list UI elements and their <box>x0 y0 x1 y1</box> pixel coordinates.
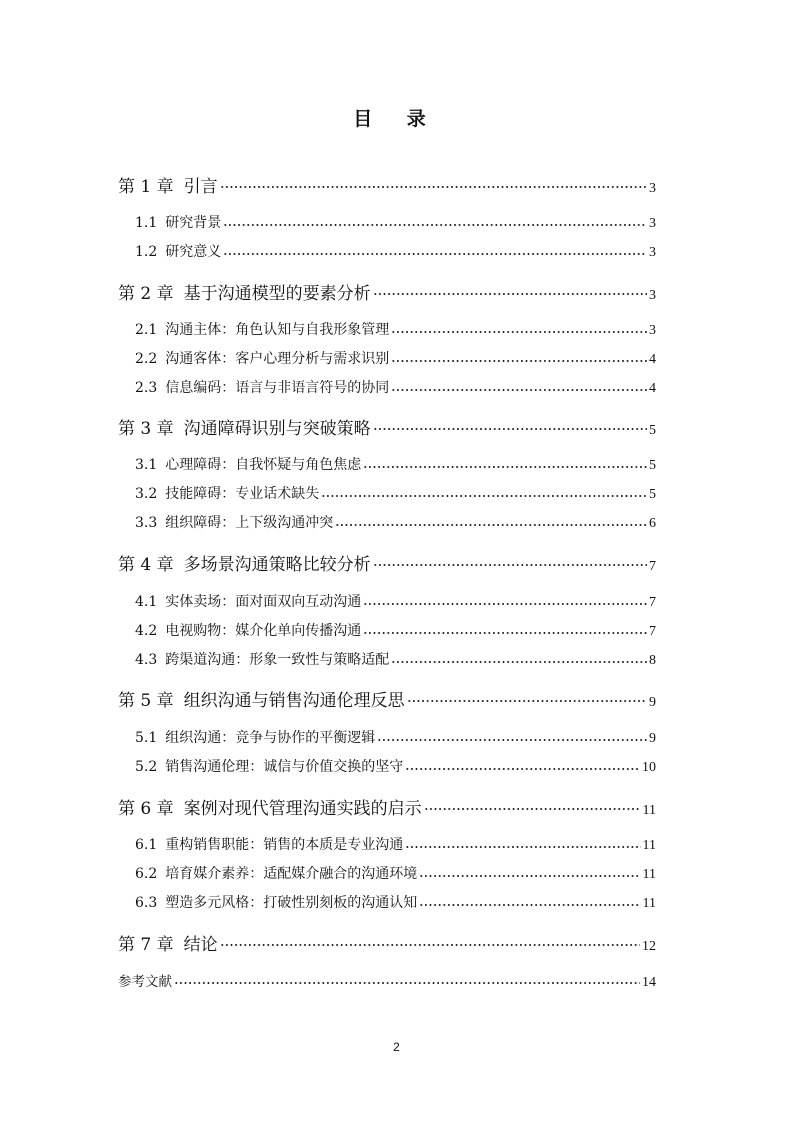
entry-title: 引言 <box>183 177 218 197</box>
entry-title: 电视购物：媒介化单向传播沟通 <box>165 623 362 639</box>
toc-title: 目 录 <box>353 108 440 130</box>
toc-entry[interactable] <box>135 512 656 532</box>
entry-number: 5.1 <box>135 730 158 746</box>
dot-leader <box>391 389 647 391</box>
toc-entry[interactable] <box>118 414 656 438</box>
entry-title: 沟通障碍识别与突破策略 <box>183 419 371 439</box>
dot-leader <box>363 603 647 605</box>
entry-title: 跨渠道沟通：形象一致性与策略适配 <box>165 652 390 668</box>
entry-title: 沟通主体：角色认知与自我形象管理 <box>165 322 390 338</box>
toc-entry[interactable] <box>135 727 656 747</box>
entry-title: 组织沟通与销售沟通伦理反思 <box>183 691 405 711</box>
entry-number: 5.2 <box>135 759 158 775</box>
entry-title: 销售沟通伦理：诚信与价值交换的坚守 <box>165 759 404 775</box>
entry-title: 多场景沟通策略比较分析 <box>183 555 371 575</box>
dot-leader <box>405 846 640 848</box>
toc-entry[interactable] <box>135 756 656 776</box>
entry-title: 塑造多元风格：打破性别刻板的沟通认知 <box>165 895 418 911</box>
entry-page: 5 <box>649 423 656 438</box>
dot-leader <box>391 360 647 362</box>
entry-page: 3 <box>649 181 656 196</box>
entry-page: 11 <box>642 803 656 818</box>
entry-page: 11 <box>642 838 656 853</box>
dot-leader <box>223 224 647 226</box>
toc-entry[interactable] <box>118 172 656 196</box>
toc-entry[interactable] <box>135 454 656 474</box>
toc-entry[interactable] <box>118 550 656 574</box>
entry-number: 1.2 <box>135 244 158 260</box>
dot-leader <box>407 700 647 702</box>
entry-number: 6.1 <box>135 837 158 853</box>
toc-entry[interactable] <box>118 794 656 818</box>
entry-page: 9 <box>649 731 656 746</box>
toc-entry[interactable] <box>118 930 656 954</box>
dot-leader <box>223 253 647 255</box>
entry-page: 7 <box>649 595 656 610</box>
entry-number: 2.2 <box>135 351 158 367</box>
entry-title: 实体卖场：面对面双向互动沟通 <box>165 594 362 610</box>
dot-leader <box>405 768 640 770</box>
dot-leader <box>373 564 647 566</box>
entry-page: 12 <box>642 939 656 954</box>
entry-page: 11 <box>642 867 656 882</box>
entry-title: 心理障碍：自我怀疑与角色焦虑 <box>165 457 362 473</box>
dot-leader <box>419 904 640 906</box>
entry-page: 10 <box>642 760 656 775</box>
entry-number: 第 5 章 <box>118 691 174 711</box>
dot-leader <box>220 186 647 188</box>
entry-page: 14 <box>642 975 656 990</box>
entry-number: 4.1 <box>135 594 158 610</box>
entry-page: 9 <box>649 695 656 710</box>
entry-page: 3 <box>649 216 656 231</box>
toc-entry[interactable] <box>135 834 656 854</box>
entry-title: 培育媒介素养：适配媒介融合的沟通环境 <box>165 866 418 882</box>
toc-entry[interactable] <box>135 319 656 339</box>
entry-number: 第 7 章 <box>118 935 174 955</box>
toc-entry[interactable] <box>135 591 656 611</box>
entry-title: 结论 <box>183 935 218 955</box>
entry-title: 组织沟通：竞争与协作的平衡逻辑 <box>165 730 376 746</box>
entry-number: 第 1 章 <box>118 177 174 197</box>
dot-leader <box>335 524 647 526</box>
dot-leader <box>391 661 647 663</box>
entry-title: 重构销售职能：销售的本质是专业沟通 <box>165 837 404 853</box>
entry-page: 5 <box>649 458 656 473</box>
toc-entry[interactable] <box>118 970 656 990</box>
entry-number: 2.3 <box>135 380 158 396</box>
entry-page: 4 <box>649 381 656 396</box>
dot-leader <box>321 495 647 497</box>
dot-leader <box>419 875 640 877</box>
page-number: 2 <box>393 1040 400 1054</box>
entry-page: 7 <box>649 559 656 574</box>
entry-page: 3 <box>649 245 656 260</box>
dot-leader <box>373 428 647 430</box>
entry-page: 6 <box>649 516 656 531</box>
toc-entry[interactable] <box>118 686 656 710</box>
entry-number: 3.3 <box>135 515 158 531</box>
entry-page: 7 <box>649 624 656 639</box>
entry-number: 6.2 <box>135 866 158 882</box>
entry-number: 3.1 <box>135 457 158 473</box>
toc-entry[interactable] <box>135 863 656 883</box>
entry-page: 4 <box>649 352 656 367</box>
dot-leader <box>377 739 647 741</box>
entry-number: 第 4 章 <box>118 555 174 575</box>
entry-number: 2.1 <box>135 322 158 338</box>
toc-entry[interactable] <box>135 892 656 912</box>
entry-number: 6.3 <box>135 895 158 911</box>
entry-title: 案例对现代管理沟通实践的启示 <box>183 799 422 819</box>
toc-entry[interactable] <box>135 348 656 368</box>
entry-title: 基于沟通模型的要素分析 <box>183 284 371 304</box>
toc-entry[interactable] <box>135 620 656 640</box>
entry-page: 3 <box>649 288 656 303</box>
entry-title: 研究背景 <box>165 215 222 231</box>
entry-page: 5 <box>649 487 656 502</box>
entry-number: 3.2 <box>135 486 158 502</box>
toc-entry[interactable] <box>135 212 656 232</box>
toc-entry[interactable] <box>135 241 656 261</box>
entry-title: 沟通客体：客户心理分析与需求识别 <box>165 351 390 367</box>
toc-entry[interactable] <box>118 279 656 303</box>
entry-page: 8 <box>649 653 656 668</box>
dot-leader <box>363 632 647 634</box>
toc-entry[interactable] <box>135 483 656 503</box>
dot-leader <box>424 808 641 810</box>
entry-title: 信息编码：语言与非语言符号的协同 <box>165 380 390 396</box>
entry-number: 1.1 <box>135 215 158 231</box>
entry-number: 第 3 章 <box>118 419 174 439</box>
toc-entry[interactable] <box>135 377 656 397</box>
entry-number: 第 2 章 <box>118 284 174 304</box>
entry-title: 参考文献 <box>118 974 172 990</box>
entry-number: 第 6 章 <box>118 799 174 819</box>
dot-leader <box>373 293 647 295</box>
entry-page: 3 <box>649 323 656 338</box>
entry-title: 组织障碍：上下级沟通冲突 <box>165 515 334 531</box>
dot-leader <box>391 331 647 333</box>
entry-number: 4.3 <box>135 652 158 668</box>
entry-title: 技能障碍：专业话术缺失 <box>165 486 320 502</box>
dot-leader <box>174 982 640 984</box>
entry-title: 研究意义 <box>165 244 222 260</box>
toc-entry[interactable] <box>135 649 656 669</box>
dot-leader <box>220 944 640 946</box>
entry-page: 11 <box>642 896 656 911</box>
dot-leader <box>363 466 647 468</box>
entry-number: 4.2 <box>135 623 158 639</box>
